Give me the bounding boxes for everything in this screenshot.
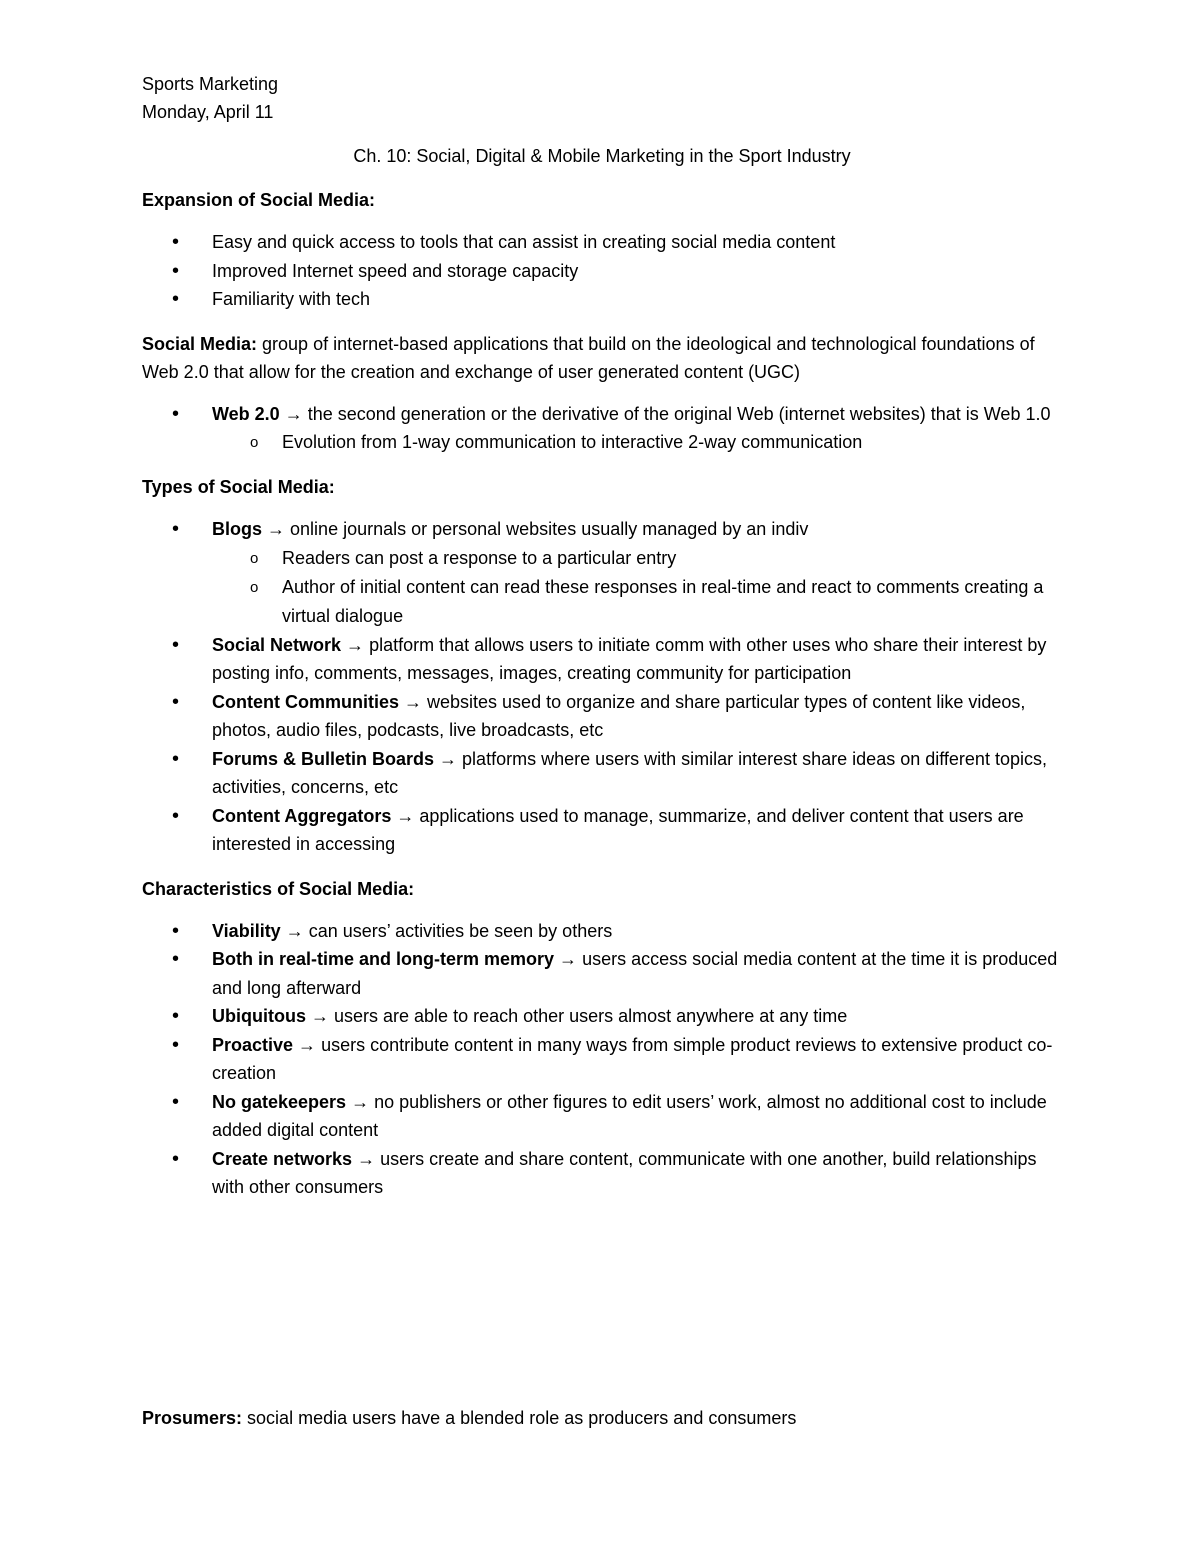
item-term: Social Network: [212, 634, 342, 655]
characteristics-list: [142, 917, 1062, 1202]
sub-item: o Evolution from 1-way communication to interactive 2-way communication: [212, 428, 1062, 457]
item-term: No gatekeepers: [212, 1091, 347, 1112]
list-item: • Create networks → users create and share content, communicate with one another, build relationships with other consumers: [142, 1145, 1062, 1202]
expansion-heading: Expansion of Social Media:: [142, 190, 376, 210]
arrow-icon: →: [341, 634, 365, 655]
item-term: Web 2.0: [212, 403, 280, 424]
arrow-icon: →: [346, 1091, 370, 1112]
definition-text: group of internet-based applications that build on the ideological and technological foundations of Web 2.0 that allow for the creation and exchange of user generated content (UGC): [142, 333, 1035, 382]
list-item: • Content Aggregators → applications used to manage, summarize, and deliver content that users are interested in accessing: [142, 802, 1062, 859]
characteristics-heading: Characteristics of Social Media:: [142, 878, 415, 899]
item-term: Forums & Bulletin Boards: [212, 748, 435, 769]
arrow-icon: →: [554, 949, 578, 969]
list-item: • Blogs → online journals or personal websites usually managed by an indiv o Readers can post a response to a particular entry o Author of initial content can read these responses in real-time and react to comments creating a virtual dialogue: [142, 515, 1062, 631]
list-item: • Content Communities → websites used to organize and share particular types of content like videos, photos, audio files, podcasts, live broadcasts, etc: [142, 688, 1062, 745]
item-term: Content Aggregators: [212, 805, 392, 826]
arrow-icon: →: [352, 1148, 376, 1169]
list-item: • No gatekeepers → no publishers or other figures to edit users’ work, almost no additional cost to include added digital content: [142, 1088, 1062, 1145]
item-term: Ubiquitous: [212, 1006, 306, 1026]
list-item: • Both in real-time and long-term memory → users access social media content at the time it is produced and long afterward: [142, 945, 1062, 1002]
definition-text: social media users have a blended role as producers and consumers: [242, 1408, 797, 1428]
arrow-icon: →: [293, 1034, 317, 1055]
web2-list: [142, 400, 1062, 458]
chapter-title: Ch. 10: Social, Digital & Mobile Marketing in the Sport Industry: [353, 146, 851, 166]
item-term: Content Communities: [212, 691, 399, 712]
course-name: Sports Marketing: [142, 74, 279, 94]
item-term: Blogs: [212, 519, 263, 539]
list-item: • Viability → can users’ activities be seen by others: [142, 917, 1062, 946]
sub-list: [212, 428, 1062, 457]
document-page: [142, 70, 1062, 1202]
list-item: • Improved Internet speed and storage capacity: [142, 257, 1062, 286]
definition-term: Social Media:: [142, 333, 258, 354]
sub-item: o Author of initial content can read these responses in real-time and react to comments creating a virtual dialogue: [212, 573, 1062, 631]
item-term: Both in real-time and long-term memory: [212, 949, 555, 969]
expansion-list: [142, 228, 1062, 314]
list-item: • Familiarity with tech: [142, 285, 1062, 314]
list-item: • Forums & Bulletin Boards → platforms where users with similar interest share ideas on different topics, activities, concerns, etc: [142, 745, 1062, 802]
list-item: • Web 2.0 → the second generation or the derivative of the original Web (internet websites) that is Web 1.0 o Evolution from 1-way communication to interactive 2-way communication: [142, 400, 1062, 458]
definition-term: Prosumers:: [142, 1408, 243, 1428]
prosumers-definition: [142, 1404, 1062, 1432]
lecture-date: Monday, April 11: [142, 102, 274, 122]
arrow-icon: →: [280, 920, 304, 941]
item-term: Viability: [212, 920, 281, 941]
social-media-definition: [142, 330, 1062, 386]
list-item: • Social Network → platform that allows users to initiate comm with other uses who share their interest by posting info, comments, messages, images, creating community for participation: [142, 631, 1062, 688]
arrow-icon: →: [391, 805, 415, 826]
sub-item: o Readers can post a response to a particular entry: [212, 544, 1062, 573]
list-item: • Easy and quick access to tools that can assist in creating social media content: [142, 228, 1062, 257]
types-heading: Types of Social Media:: [142, 477, 335, 497]
arrow-icon: →: [399, 691, 423, 712]
item-term: Proactive: [212, 1034, 294, 1055]
arrow-icon: →: [434, 748, 458, 769]
list-item: • Proactive → users contribute content in many ways from simple product reviews to extensive product co-creation: [142, 1031, 1062, 1088]
arrow-icon: →: [262, 519, 286, 539]
sub-list: [212, 544, 1062, 631]
item-term: Create networks: [212, 1148, 353, 1169]
list-item: • Ubiquitous → users are able to reach other users almost anywhere at any time: [142, 1002, 1062, 1031]
arrow-icon: →: [279, 403, 303, 424]
arrow-icon: →: [305, 1006, 329, 1026]
types-list: [142, 515, 1062, 859]
